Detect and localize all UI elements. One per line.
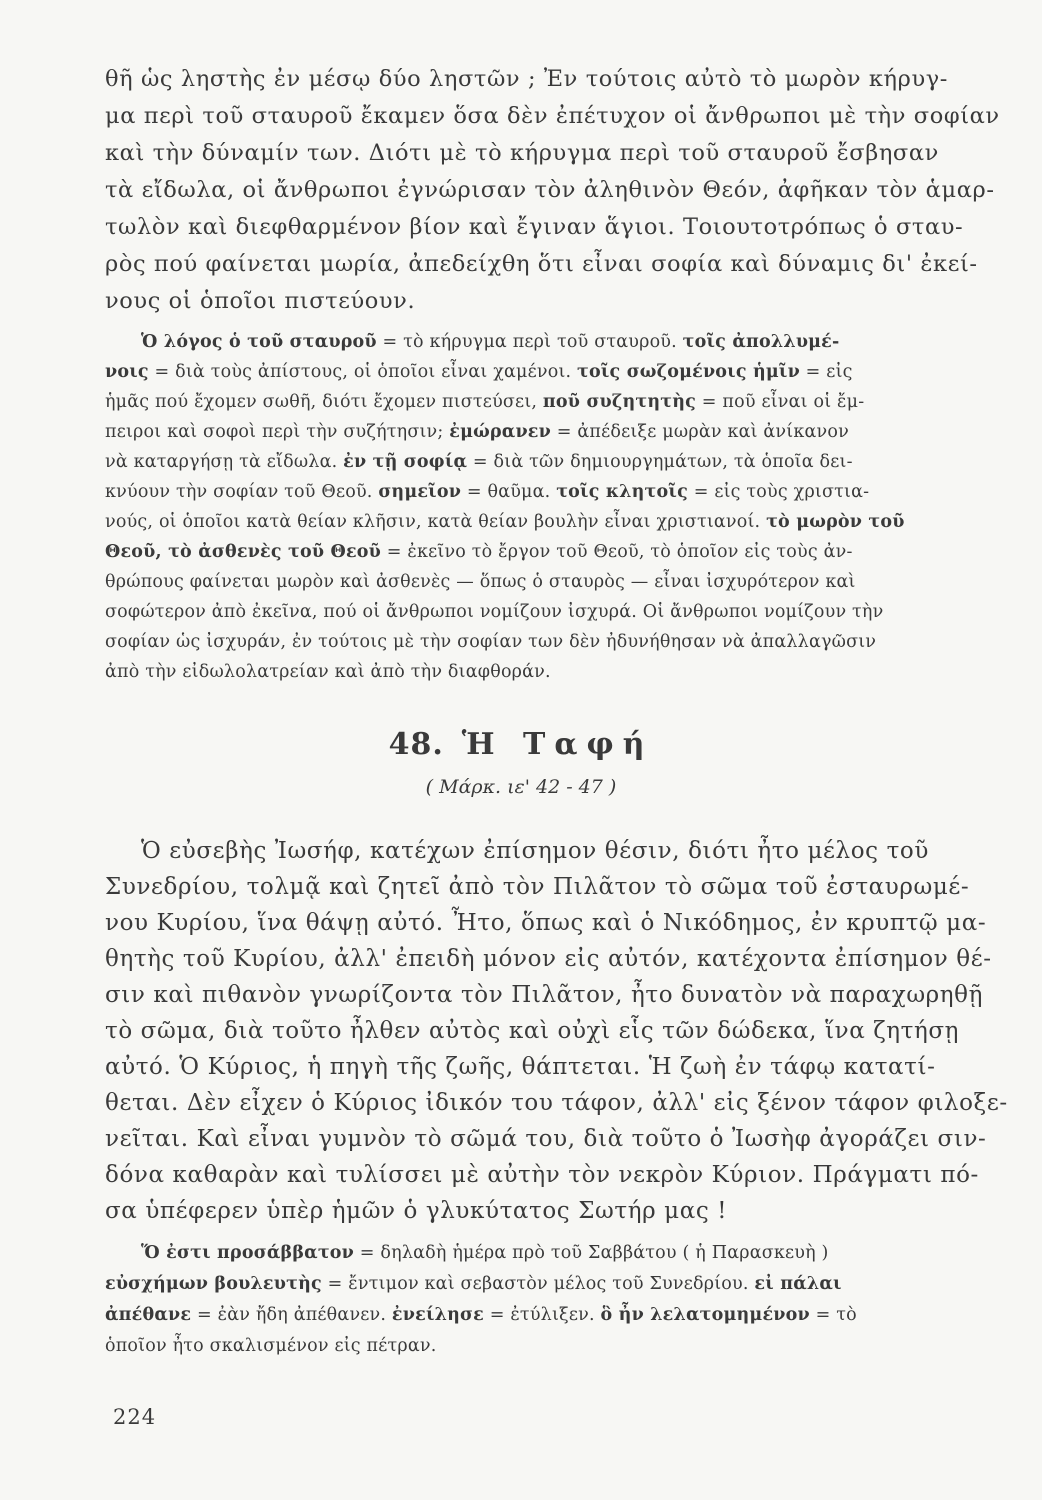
gloss-text: = εἰς τοὺς χριστια- — [687, 482, 870, 502]
gloss-text: ὁποῖον ἦτο σκαλισμένον εἰς πέτραν. — [105, 1336, 437, 1356]
gloss-text: = εἰς — [799, 362, 853, 382]
gloss-text: = διὰ τῶν δημιουργημάτων, τὰ ὁποῖα δει- — [467, 452, 853, 472]
note-line — [105, 1336, 437, 1356]
gloss-text: = ποῦ εἶναι οἱ ἔμ- — [696, 392, 865, 412]
gloss-text: νούς, οἱ ὁποῖοι κατὰ θείαν κλῆσιν, κατὰ θείαν βουλὴν εἶναι χριστιανοί. — [105, 512, 767, 532]
note-line — [105, 482, 869, 502]
text-line: θεται. Δὲν εἶχεν ὁ Κύριος ἰδικόν του τάφον, ἀλλ' εἰς ξένον τάφον φιλοξε- — [105, 1090, 1008, 1116]
gloss-text: θρώπους φαίνεται μωρὸν καὶ ἀσθενὲς — ὅπως ὁ σταυρὸς — εἶναι ἰσχυρότερον καὶ — [105, 572, 856, 592]
section-heading — [0, 727, 1042, 762]
text-line: Συνεδρίου, τολμᾷ καὶ ζητεῖ ἀπὸ τὸν Πιλᾶτον τὸ σῶμα τοῦ ἐσταυρωμέ- — [105, 874, 970, 900]
section-number: 48. — [388, 727, 444, 762]
gloss-text: = διὰ τοὺς ἀπίστους, οἱ ὁποῖοι εἶναι χαμένοι. — [148, 362, 578, 382]
glossed-term: τοῖς σωζομένοις ἡμῖν — [577, 362, 800, 382]
text-line: σα ὑπέφερεν ὑπὲρ ἡμῶν ὁ γλυκύτατος Σωτήρ μας ! — [105, 1198, 728, 1224]
scripture-reference: ( Μάρκ. ιε' 42 - 47 ) — [425, 776, 617, 798]
glossed-term: ἀπέθανε — [105, 1305, 192, 1325]
text-line: Ὁ εὐσεβὴς Ἰωσήφ, κατέχων ἐπίσημον θέσιν, διότι ἦτο μέλος τοῦ — [141, 838, 929, 864]
gloss-text: νὰ καταργήσῃ τὰ εἴδωλα. — [105, 452, 344, 472]
glossed-term: ἐνείλησε — [391, 1305, 484, 1325]
note-line — [105, 572, 856, 592]
gloss-text: πειροι καὶ σοφοὶ περὶ τὴν συζήτησιν; — [105, 422, 450, 442]
text-line: τὸ σῶμα, διὰ τοῦτο ἦλθεν αὐτὸς καὶ οὐχὶ εἷς τῶν δώδεκα, ἵνα ζητήσῃ — [105, 1018, 960, 1044]
gloss-text: σοφίαν ὡς ἰσχυράν, ἐν τούτοις μὲ τὴν σοφίαν των δὲν ἠδυνήθησαν νὰ ἀπαλλαγῶσιν — [105, 632, 877, 652]
glossed-term: ὃ ἦν λελατομημένον — [600, 1305, 810, 1325]
gloss-text: = τὸ κήρυγμα περὶ τοῦ σταυροῦ. — [376, 332, 683, 352]
gloss-text: = ἀπέδειξε μωρὰν καὶ ἀνίκανον — [550, 422, 849, 442]
note-line — [105, 542, 853, 562]
gloss-text: σοφώτερον ἀπὸ ἐκεῖνα, πού οἱ ἄνθρωποι νομίζουν ἰσχυρά. Οἱ ἄνθρωποι νομίζουν τὴν — [105, 602, 884, 622]
gloss-text: = τὸ — [809, 1305, 857, 1325]
note-line — [105, 452, 853, 472]
text-line: θητὴς τοῦ Κυρίου, ἀλλ' ἐπειδὴ μόνον εἰς αὐτόν, κατέχοντα ἐπίσημον θέ- — [105, 946, 992, 972]
paragraph-1 — [105, 66, 1000, 316]
text-line: νους οἱ ὁποῖοι πιστεύουν. — [105, 288, 416, 314]
note-line — [141, 332, 839, 352]
text-line: νεῖται. Καὶ εἶναι γυμνὸν τὸ σῶμά του, διὰ τοῦτο ὁ Ἰωσὴφ ἀγοράζει σιν- — [105, 1126, 987, 1152]
text-line: μα περὶ τοῦ σταυροῦ ἔκαμεν ὅσα δὲν ἐπέτυχον οἱ ἄνθρωποι μὲ τὴν σοφίαν — [105, 103, 1000, 129]
gloss-text: = ἐκεῖνο τὸ ἔργον τοῦ Θεοῦ, τὸ ὁποῖον εἰς τοὺς ἀν- — [381, 542, 853, 562]
text-line: καὶ τὴν δύναμίν των. Διότι μὲ τὸ κήρυγμα περὶ τοῦ σταυροῦ ἔσβησαν — [105, 140, 939, 166]
gloss-text: = δηλαδὴ ἡμέρα πρὸ τοῦ Σαββάτου ( ἡ Παρασκευὴ ) — [354, 1243, 829, 1263]
note-line — [105, 512, 905, 532]
glossed-term: σημεῖον — [378, 482, 462, 502]
note-line — [105, 1305, 857, 1325]
gloss-text: = ἐτύλιξεν. — [483, 1305, 601, 1325]
note-line — [141, 1243, 829, 1263]
section-title: Ἡ Ταφή — [461, 727, 654, 762]
page-number: 224 — [113, 1405, 157, 1429]
gloss-text: ἀπὸ τὴν εἰδωλολατρείαν καὶ ἀπὸ τὴν διαφθοράν. — [105, 662, 551, 682]
note-line — [105, 602, 883, 622]
paragraph-2 — [105, 838, 1008, 1248]
gloss-text: κνύουν τὴν σοφίαν τοῦ Θεοῦ. — [105, 482, 379, 502]
text-line: θῆ ὡς ληστὴς ἐν μέσῳ δύο ληστῶν ; Ἐν τούτοις αὐτὸ τὸ μωρὸν κήρυγ- — [105, 66, 948, 92]
note-line — [105, 392, 864, 412]
glossed-term: Ὅ ἐστι προσάββατον — [141, 1243, 355, 1263]
glossed-term: Θεοῦ, τὸ ἀσθενὲς τοῦ Θεοῦ — [105, 542, 382, 562]
note-line — [105, 362, 853, 382]
text-line: αὐτό. Ὁ Κύριος, ἡ πηγὴ τῆς ζωῆς, θάπτεται. Ἡ ζωὴ ἐν τάφῳ κατατί- — [105, 1054, 936, 1080]
text-line: δόνα καθαρὰν καὶ τυλίσσει μὲ αὐτὴν τὸν νεκρὸν Κύριον. Πράγματι πό- — [105, 1162, 979, 1188]
glossed-term: εὐσχήμων βουλευτὴς — [105, 1274, 322, 1294]
text-line: ρὸς πού φαίνεται μωρία, ἀπεδείχθη ὅτι εἶναι σοφία καὶ δύναμις δι' ἐκεί- — [105, 251, 978, 277]
note-line — [105, 1274, 842, 1294]
gloss-text: = ἔντιμον καὶ σεβαστὸν μέλος τοῦ Συνεδρίου. — [321, 1274, 755, 1294]
gloss-text: ἡμᾶς πού ἔχομεν σωθῆ, διότι ἔχομεν πιστεύσει, — [105, 392, 543, 412]
glossed-term: τοῖς ἀπολλυμέ- — [682, 332, 840, 352]
text-line: τὰ εἴδωλα, οἱ ἄνθρωποι ἐγνώρισαν τὸν ἀληθινὸν Θεόν, ἀφῆκαν τὸν ἁμαρ- — [105, 177, 995, 203]
glossed-term: νοις — [105, 362, 149, 382]
gloss-text: = ἐὰν ἤδη ἀπέθανεν. — [191, 1305, 392, 1325]
glossed-term: ἐμώρανεν — [449, 422, 551, 442]
glossed-term: ἐν τῇ σοφίᾳ — [343, 452, 468, 472]
note-line — [105, 662, 551, 682]
note-line — [105, 422, 849, 442]
text-line: τωλὸν καὶ διεφθαρμένον βίον καὶ ἔγιναν ἅγιοι. Τοιουτοτρόπως ὁ σταυ- — [105, 214, 964, 240]
gloss-text: = θαῦμα. — [461, 482, 557, 502]
glossed-term: Ὁ λόγος ὁ τοῦ σταυροῦ — [141, 332, 377, 352]
glossed-term: ποῦ συζητητὴς — [542, 392, 697, 412]
text-line: σιν καὶ πιθανὸν γνωρίζοντα τὸν Πιλᾶτον, ἦτο δυνατὸν νὰ παραχωρηθῇ — [105, 982, 984, 1008]
note-line — [105, 632, 876, 652]
glossed-term: τοῖς κλητοῖς — [556, 482, 688, 502]
text-line: νου Κυρίου, ἵνα θάψῃ αὐτό. Ἦτο, ὅπως καὶ ὁ Νικόδημος, ἐν κρυπτῷ μα- — [105, 910, 987, 936]
glossed-term: τὸ μωρὸν τοῦ — [766, 512, 905, 532]
glossed-term: εἰ πάλαι — [754, 1274, 842, 1294]
